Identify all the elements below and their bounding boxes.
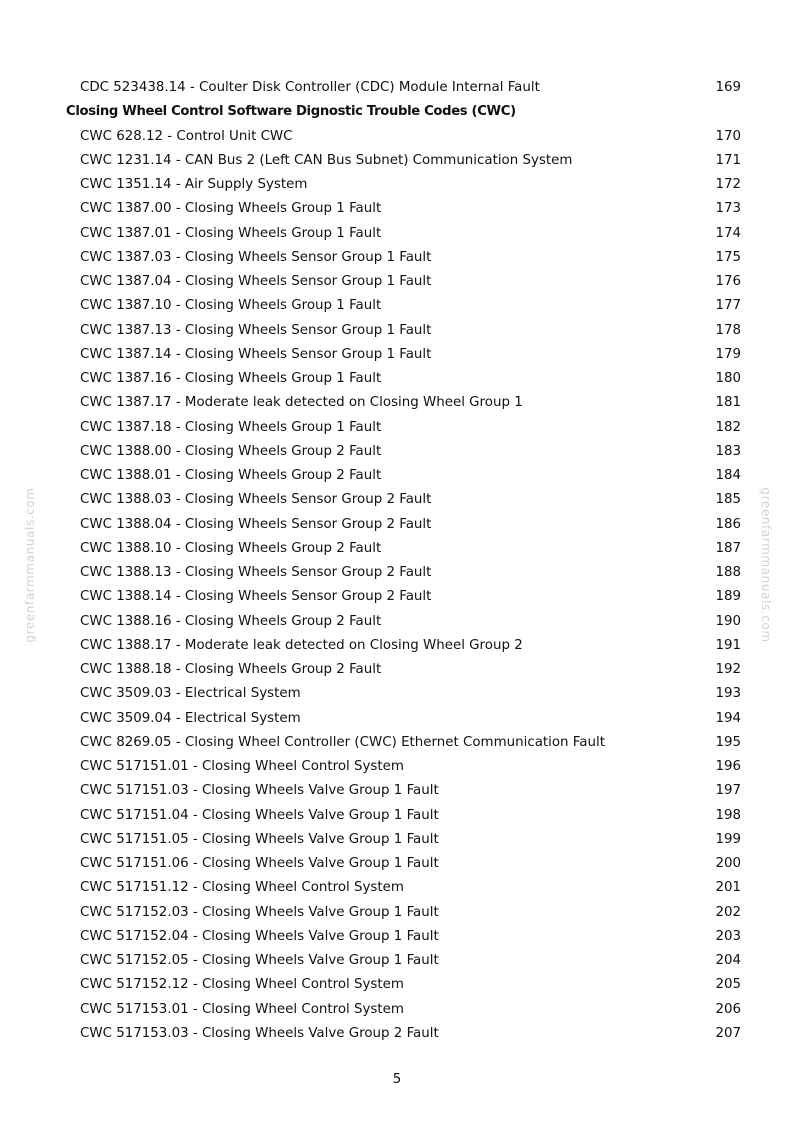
toc-entry-title: CWC 517151.05 - Closing Wheels Valve Group 1 Fault	[80, 831, 439, 847]
toc-entry-page-number: 205	[715, 977, 741, 993]
toc-entry[interactable]	[0, 440, 794, 464]
toc-entry[interactable]	[0, 682, 794, 706]
toc-entry[interactable]	[0, 391, 794, 415]
toc-entry-title: CWC 1388.00 - Closing Wheels Group 2 Fault	[80, 443, 382, 459]
toc-entry-page-number: 183	[715, 443, 741, 459]
toc-entry-title: CDC 523438.14 - Coulter Disk Controller (CDC) Module Internal Fault	[80, 80, 540, 95]
toc-entry-title: CWC 8269.05 - Closing Wheel Controller (CWC) Ethernet Communication Fault	[80, 734, 605, 750]
toc-entry[interactable]	[0, 852, 794, 876]
toc-entry[interactable]	[0, 779, 794, 803]
toc-entry-title: CWC 1387.13 - Closing Wheels Sensor Group 1 Fault	[80, 322, 432, 338]
toc-entry[interactable]	[0, 173, 794, 197]
toc-entry-title: CWC 1387.16 - Closing Wheels Group 1 Fault	[80, 371, 382, 386]
toc-entry[interactable]	[0, 343, 794, 367]
toc-entry[interactable]	[0, 949, 794, 973]
toc-entry-title: CWC 3509.03 - Electrical System	[80, 686, 301, 702]
toc-entry[interactable]	[0, 998, 794, 1022]
toc-entry-page-number: 204	[715, 953, 741, 968]
toc-entry-title: CWC 517153.03 - Closing Wheels Valve Group 2 Fault	[80, 1025, 439, 1041]
toc-entry-page-number: 202	[715, 904, 741, 920]
toc-entry-page-number: 191	[715, 637, 741, 653]
toc-entry-title: CWC 517151.12 - Closing Wheel Control System	[80, 880, 404, 896]
toc-entry[interactable]	[0, 828, 794, 852]
toc-entry-title: CWC 1388.01 - Closing Wheels Group 2 Fault	[80, 468, 382, 483]
toc-entry-title: CWC 517152.12 - Closing Wheel Control System	[80, 977, 404, 993]
toc-entry[interactable]	[0, 634, 794, 658]
toc-entry[interactable]	[0, 294, 794, 318]
toc-entry-title: CWC 3509.04 - Electrical System	[80, 710, 301, 726]
toc-entry-title: CWC 1387.18 - Closing Wheels Group 1 Fault	[80, 419, 382, 435]
toc-entry-page-number: 192	[715, 662, 741, 677]
toc-entry[interactable]	[0, 537, 794, 561]
toc-entry-title: CWC 1388.17 - Moderate leak detected on Closing Wheel Group 2	[80, 637, 523, 653]
toc-entry-page-number: 187	[715, 540, 741, 556]
toc-entry-title: CWC 1387.01 - Closing Wheels Group 1 Fault	[80, 225, 382, 241]
toc-entry-page-number: 206	[715, 1001, 741, 1017]
watermark-right: greenfarmmanuals.com	[759, 487, 773, 643]
toc-entry-page-number: 173	[715, 201, 741, 217]
toc-entry[interactable]	[0, 464, 794, 488]
toc-entry-title: CWC 1388.13 - Closing Wheels Sensor Group 2 Fault	[80, 565, 432, 580]
toc-entry-page-number: 182	[715, 419, 741, 435]
toc-entry-title: CWC 1387.04 - Closing Wheels Sensor Group 1 Fault	[80, 274, 432, 289]
toc-entry[interactable]	[0, 585, 794, 609]
toc-entry-page-number: 176	[715, 274, 741, 289]
toc-entry-title: CWC 1351.14 - Air Supply System	[80, 177, 308, 192]
toc-entry-title: CWC 1387.00 - Closing Wheels Group 1 Fault	[80, 201, 382, 217]
toc-entry[interactable]	[0, 1022, 794, 1046]
toc-entry[interactable]	[0, 901, 794, 925]
toc-entry[interactable]	[0, 658, 794, 682]
section-heading-title: Closing Wheel Control Software Dignostic Trouble Codes (CWC)	[66, 104, 516, 120]
toc-entry-title: CWC 1231.14 - CAN Bus 2 (Left CAN Bus Subnet) Communication System	[80, 152, 573, 168]
toc-entry-page-number: 185	[715, 492, 741, 508]
toc-entry[interactable]	[0, 925, 794, 949]
toc-entry-page-number: 180	[715, 371, 741, 386]
toc-entry-page-number: 203	[715, 928, 741, 944]
toc-entry-title: CWC 517151.04 - Closing Wheels Valve Group 1 Fault	[80, 807, 439, 823]
toc-entry[interactable]	[0, 319, 794, 343]
toc-entry-page-number: 169	[715, 80, 741, 95]
toc-entry-page-number: 175	[715, 249, 741, 265]
page-number: 5	[392, 1072, 402, 1087]
toc-entry-page-number: 177	[715, 298, 741, 314]
toc-entry[interactable]	[0, 125, 794, 149]
table-of-contents	[0, 76, 794, 1046]
toc-entry-page-number: 198	[715, 807, 741, 823]
toc-entry[interactable]	[0, 610, 794, 634]
toc-entry-page-number: 190	[715, 613, 741, 629]
toc-entry-page-number: 194	[715, 710, 741, 726]
toc-entry-page-number: 197	[715, 783, 741, 799]
toc-entry-title: CWC 517151.06 - Closing Wheels Valve Group 1 Fault	[80, 856, 439, 871]
toc-entry[interactable]	[0, 707, 794, 731]
toc-entry-title: CWC 628.12 - Control Unit CWC	[80, 128, 293, 144]
toc-entry-page-number: 193	[715, 686, 741, 702]
toc-entry[interactable]	[0, 416, 794, 440]
toc-entry-title: CWC 517152.04 - Closing Wheels Valve Group 1 Fault	[80, 928, 439, 944]
toc-entry[interactable]	[0, 804, 794, 828]
toc-entry-title: CWC 1388.14 - Closing Wheels Sensor Group 2 Fault	[80, 589, 432, 605]
toc-entry-page-number: 195	[715, 734, 741, 750]
toc-entry[interactable]	[0, 246, 794, 270]
toc-entry-page-number: 188	[715, 565, 741, 580]
toc-entry[interactable]	[0, 488, 794, 512]
toc-entry-page-number: 170	[715, 128, 741, 144]
toc-entry[interactable]	[0, 731, 794, 755]
toc-entry-page-number: 199	[715, 831, 741, 847]
toc-entry-page-number: 174	[715, 225, 741, 241]
toc-entry-title: CWC 517151.03 - Closing Wheels Valve Group 1 Fault	[80, 783, 439, 799]
toc-entry-title: CWC 517153.01 - Closing Wheel Control System	[80, 1001, 404, 1017]
toc-entry-title: CWC 1388.10 - Closing Wheels Group 2 Fault	[80, 540, 382, 556]
toc-entry[interactable]	[0, 367, 794, 391]
toc-entry[interactable]	[0, 973, 794, 997]
toc-entry-title: CWC 1388.04 - Closing Wheels Sensor Group 2 Fault	[80, 516, 432, 532]
toc-entry-page-number: 207	[715, 1025, 741, 1041]
toc-entry-page-number: 200	[715, 856, 741, 871]
toc-entry-page-number: 184	[715, 468, 741, 483]
toc-entry-title: CWC 1388.03 - Closing Wheels Sensor Group 2 Fault	[80, 492, 432, 508]
watermark-left: greenfarmmanuals.com	[23, 487, 37, 643]
toc-entry-title: CWC 1387.10 - Closing Wheels Group 1 Fault	[80, 298, 382, 314]
toc-entry-page-number: 186	[715, 516, 741, 532]
toc-entry-page-number: 181	[715, 395, 741, 411]
toc-entry[interactable]	[0, 270, 794, 294]
toc-entry[interactable]	[0, 876, 794, 900]
toc-entry-page-number: 171	[715, 152, 741, 168]
toc-entry-title: CWC 1388.18 - Closing Wheels Group 2 Fault	[80, 662, 382, 677]
toc-section-heading	[0, 100, 794, 124]
toc-entry[interactable]	[0, 149, 794, 173]
toc-entry-title: CWC 1387.17 - Moderate leak detected on Closing Wheel Group 1	[80, 395, 523, 411]
toc-entry[interactable]	[0, 76, 794, 100]
toc-entry-page-number: 179	[715, 346, 741, 362]
toc-entry-title: CWC 517152.05 - Closing Wheels Valve Group 1 Fault	[80, 953, 439, 968]
toc-entry[interactable]	[0, 755, 794, 779]
toc-entry[interactable]	[0, 561, 794, 585]
toc-entry[interactable]	[0, 513, 794, 537]
toc-entry-title: CWC 1387.14 - Closing Wheels Sensor Group 1 Fault	[80, 346, 432, 362]
toc-entry[interactable]	[0, 222, 794, 246]
toc-entry-page-number: 201	[715, 880, 741, 896]
toc-entry-page-number: 196	[715, 759, 741, 774]
toc-entry-page-number: 189	[715, 589, 741, 605]
toc-entry-title: CWC 1387.03 - Closing Wheels Sensor Group 1 Fault	[80, 249, 432, 265]
toc-entry-page-number: 172	[715, 177, 741, 192]
toc-entry-title: CWC 517151.01 - Closing Wheel Control System	[80, 759, 404, 774]
toc-entry-title: CWC 1388.16 - Closing Wheels Group 2 Fault	[80, 613, 382, 629]
toc-entry-page-number: 178	[715, 322, 741, 338]
toc-entry-title: CWC 517152.03 - Closing Wheels Valve Group 1 Fault	[80, 904, 439, 920]
toc-entry[interactable]	[0, 197, 794, 221]
